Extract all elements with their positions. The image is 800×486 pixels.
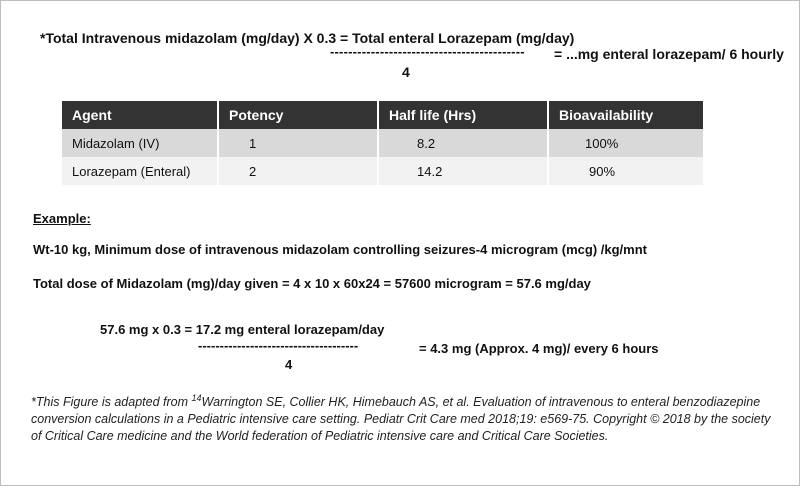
formula-result: = ...mg enteral lorazepam/ 6 hourly bbox=[554, 46, 784, 62]
caption-text: Warrington SE, Collier HK, Himebauch AS, et al. Evaluation of intravenous to enteral benzodiazepine conversion calculations in a Pediatric intensive care setting. Pediatr Crit Care med 2018;19: e569-75. Copyright © 2018 by the society of Critical Care medicine and the World federation of Pediatric intensive care and Critical Care Societies. bbox=[31, 395, 771, 444]
example-calc-dashes: ------------------------------------- bbox=[198, 338, 359, 353]
formula-divisor: 4 bbox=[402, 64, 410, 80]
figure-caption bbox=[31, 390, 771, 445]
header-agent: Agent bbox=[62, 101, 218, 129]
header-half-life: Half life (Hrs) bbox=[378, 101, 548, 129]
example-calc-divisor: 4 bbox=[285, 357, 293, 372]
example-line-weight: Wt-10 kg, Minimum dose of intravenous midazolam controlling seizures-4 microgram (mcg) /kg/mnt bbox=[33, 242, 647, 257]
formula-dashes: ------------------------------------------- bbox=[330, 44, 525, 59]
example-heading: Example: bbox=[33, 211, 91, 226]
example-calc-result: = 4.3 mg (Approx. 4 mg)/ every 6 hours bbox=[419, 341, 659, 356]
table-row bbox=[62, 157, 703, 185]
cell-bioavailability: 90% bbox=[548, 157, 703, 185]
formula-line: *Total Intravenous midazolam (mg/day) X 0.3 = Total enteral Lorazepam (mg/day) bbox=[40, 30, 575, 46]
example-calc-line: 57.6 mg x 0.3 = 17.2 mg enteral lorazepam/day bbox=[100, 322, 385, 337]
table-header-row bbox=[62, 101, 703, 129]
caption-prefix: *This Figure is adapted from bbox=[31, 395, 192, 410]
cell-half-life: 8.2 bbox=[378, 129, 548, 157]
cell-agent: Midazolam (IV) bbox=[62, 129, 218, 157]
cell-agent: Lorazepam (Enteral) bbox=[62, 157, 218, 185]
cell-bioavailability: 100% bbox=[548, 129, 703, 157]
cell-potency: 2 bbox=[218, 157, 378, 185]
table-row bbox=[62, 129, 703, 157]
cell-half-life: 14.2 bbox=[378, 157, 548, 185]
header-bioavailability: Bioavailability bbox=[548, 101, 703, 129]
caption-ref-number: 14 bbox=[191, 393, 202, 403]
header-potency: Potency bbox=[218, 101, 378, 129]
cell-potency: 1 bbox=[218, 129, 378, 157]
benzodiazepine-table bbox=[62, 101, 703, 185]
example-line-total: Total dose of Midazolam (mg)/day given = 4 x 10 x 60x24 = 57600 microgram = 57.6 mg/day bbox=[33, 276, 591, 291]
